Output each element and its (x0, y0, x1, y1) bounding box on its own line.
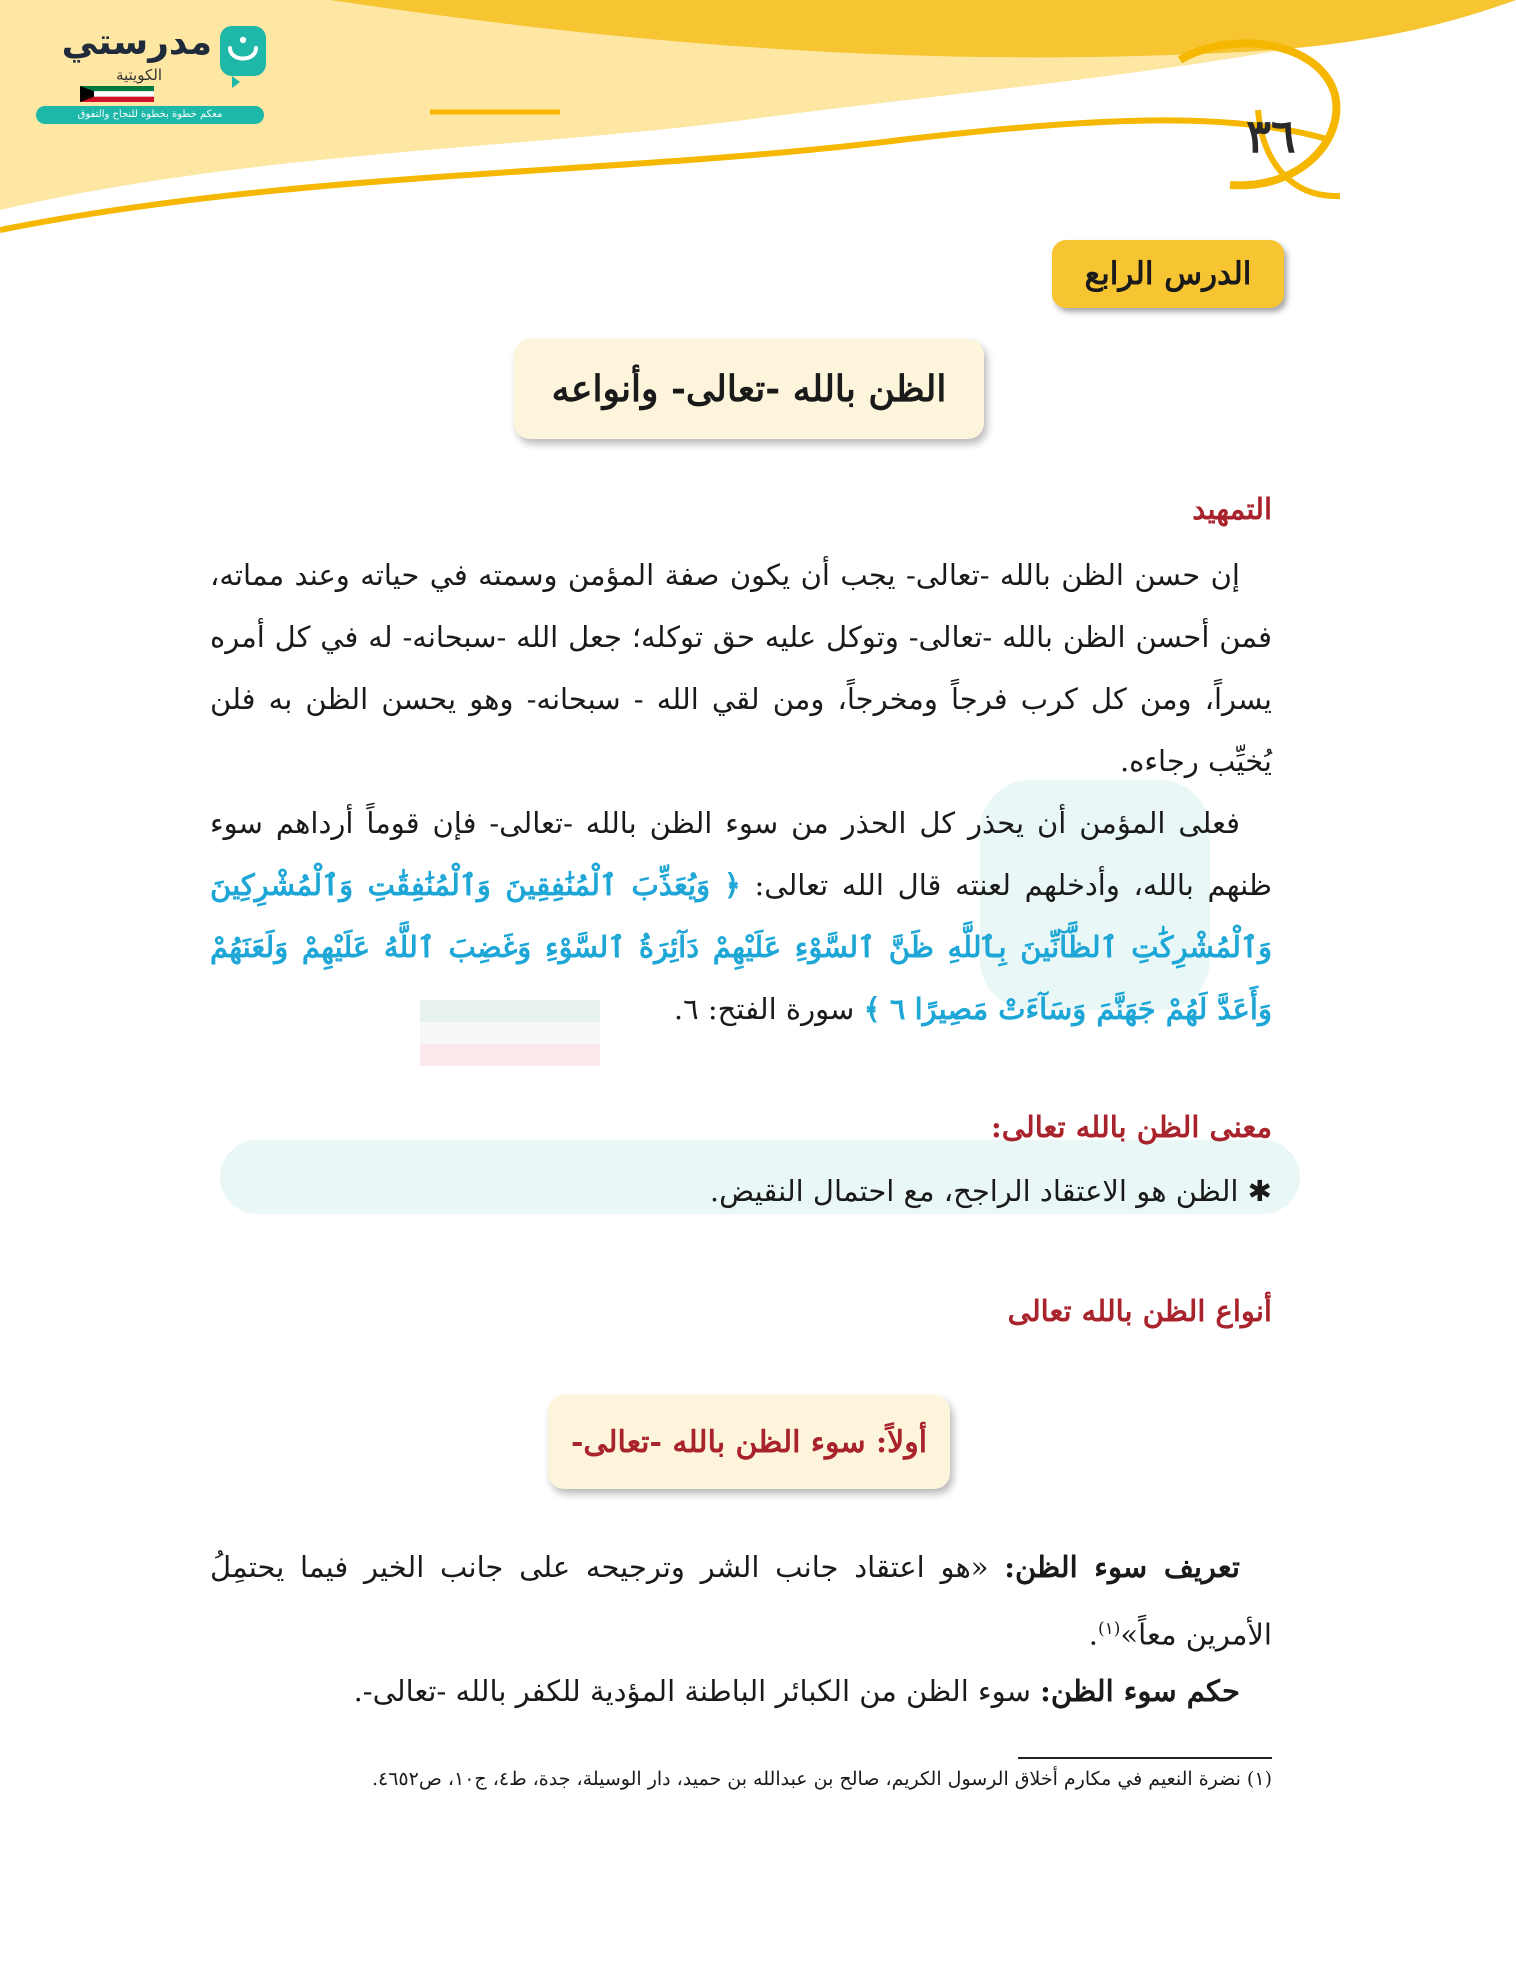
footnote-divider (1018, 1757, 1272, 1759)
logo-tagline: معكم خطوة بخطوة للنجاح والتفوق (36, 106, 264, 124)
lesson-label: الدرس الرابع (1052, 240, 1284, 308)
logo-name: مدرستي (61, 22, 212, 63)
meaning-heading: معنى الظن بالله تعالى: (991, 1110, 1272, 1144)
page-number: ٣٦ (1246, 109, 1296, 163)
verse-close-bracket: ﴾ (863, 992, 881, 1026)
intro-paragraph-2 (210, 792, 1272, 1040)
lesson-title: الظن بالله -تعالى- وأنواعه (514, 339, 984, 439)
ruling-label: حكم سوء الظن: (1040, 1674, 1240, 1708)
intro-paragraph-1: إن حسن الظن بالله -تعالى- يجب أن يكون صفة المؤمن وسمته في حياته وعند مماته، فمن أحسن الظن بالله -تعالى- وتوكل عليه حق توكله؛ جعل الله -سبحانه- له في كل أمره يسراً، ومن كل كرب فرجاً ومخرجاً، ومن لقي الله - سبحانه- وهو يحسن الظن به فلن يُخيِّب رجاءه. (210, 558, 1273, 778)
footnote: (١) نضرة النعيم في مكارم أخلاق الرسول الكريم، صالح بن عبدالله بن حميد، دار الوسيلة، جدة، ط٤، ج١٠، ص٤٦٥٢. (371, 1768, 1272, 1790)
types-heading: أنواع الظن بالله تعالى (1007, 1294, 1272, 1328)
meaning-item (210, 1160, 1272, 1222)
intro-heading: التمهيد (1192, 492, 1272, 526)
definition-label: تعريف سوء الظن: (1004, 1550, 1240, 1584)
meaning-text: الظن هو الاعتقاد الراجح، مع احتمال النقيض. (709, 1174, 1239, 1208)
verse-reference: سورة الفتح: ٦. (673, 992, 855, 1026)
site-logo[interactable] (36, 22, 276, 120)
asterisk-bullet-icon: ✱ (1238, 1174, 1272, 1208)
ruling-paragraph (210, 1660, 1272, 1722)
definition-text: «هو اعتقاد جانب الشر وترجيحه على جانب الخير فيما يحتمِلُ الأمرين معاً» (210, 1550, 1272, 1652)
logo-book-icon (218, 24, 268, 90)
definition-paragraph: تعريف سوء الظن: «هو اعتقاد جانب الشر وترجيحه على جانب الخير فيما يحتمِلُ الأمرين معاً»$^{(١)}$. (210, 1550, 1272, 1652)
verse-number: ٦ (889, 992, 906, 1026)
first-type-heading: أولاً: سوء الظن بالله -تعالى- (548, 1395, 950, 1489)
intro-paragraph-2-text: فعلى المؤمن أن يحذر كل الحذر من سوء الظن بالله -تعالى- فإن قوماً أرداهم سوء ظنهم بالله، وأدخلهم لعنته قال الله تعالى: (210, 806, 1273, 902)
footnote-reference: (١) (1097, 1619, 1121, 1639)
ruling-text: سوء الظن من الكبائر الباطنة المؤدية للكفر بالله -تعالى-. (353, 1674, 1031, 1708)
kuwait-flag-icon (80, 86, 154, 102)
verse-open-bracket: ﴿ (723, 868, 741, 902)
quran-verse: وَيُعَذِّبَ ٱلْمُنَٰفِقِينَ وَٱلْمُنَٰفِقَٰتِ وَٱلْمُشْرِكِينَ وَٱلْمُشْرِكَٰتِ ٱلظَّآنِّينَ بِٱللَّهِ ظَنَّ ٱلسَّوْءِ عَلَيْهِمْ دَآئِرَةُ ٱلسَّوْءِ وَغَضِبَ ٱللَّهُ عَلَيْهِمْ وَلَعَنَهُمْ وَأَعَدَّ لَهُمْ جَهَنَّمَ وَسَآءَتْ مَصِيرًا (210, 868, 1272, 1026)
logo-subtitle: الكويتية (115, 66, 162, 84)
